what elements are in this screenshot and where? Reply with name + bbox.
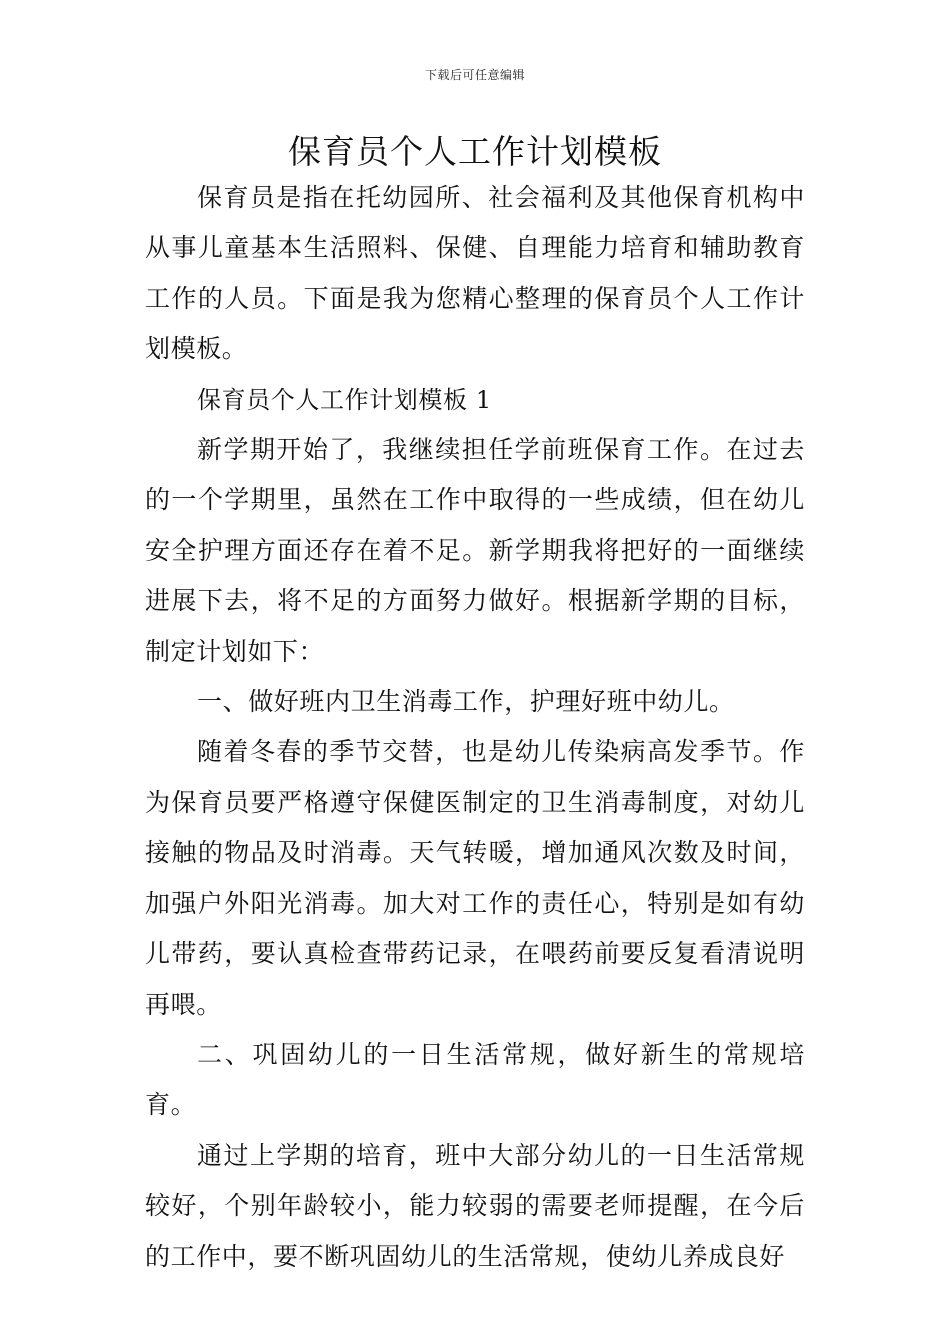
paragraph-hygiene: 随着冬春的季节交替，也是幼儿传染病高发季节。作为保育员要严格遵守保健医制定的卫生消毒制度，对幼儿接触的物品及时消毒。天气转暖，增加通风次数及时间，加强户外阳光消毒。加大对工作的责任心，特别是如有幼儿带药，要认真检查带药记录，在喂药前要反复看清说明再喂。 <box>145 737 805 1019</box>
intro-paragraph: 保育员是指在托幼园所、社会福利及其他保育机构中从事儿童基本生活照料、保健、自理能力培育和辅助教育工作的人员。下面是我为您精心整理的保育员个人工作计划模板。 <box>145 183 805 364</box>
document-body <box>145 173 805 1282</box>
paragraph-routine: 通过上学期的培育，班中大部分幼儿的一日生活常规较好，个别年龄较小，能力较弱的需要老师提醒，在今后的工作中，要不断巩固幼儿的生活常规，使幼儿养成良好 <box>145 1140 805 1271</box>
item-heading-hygiene: 一、做好班内卫生消毒工作，护理好班中幼儿。 <box>197 687 735 717</box>
paragraph-new-semester: 新学期开始了，我继续担任学前班保育工作。在过去的一个学期里，虽然在工作中取得的一些成绩，但在幼儿安全护理方面还存在着不足。新学期我将把好的一面继续进展下去，将不足的方面努力做好。根据新学期的目标，制定计划如下： <box>145 435 805 666</box>
item-heading-routine: 二、巩固幼儿的一日生活常规，做好新生的常规培育。 <box>145 1039 805 1120</box>
document-title: 保育员个人工作计划模板 <box>288 132 662 171</box>
download-note: 下载后可任意编辑 <box>424 68 525 82</box>
section-heading-template-1: 保育员个人工作计划模板 1 <box>197 385 492 414</box>
